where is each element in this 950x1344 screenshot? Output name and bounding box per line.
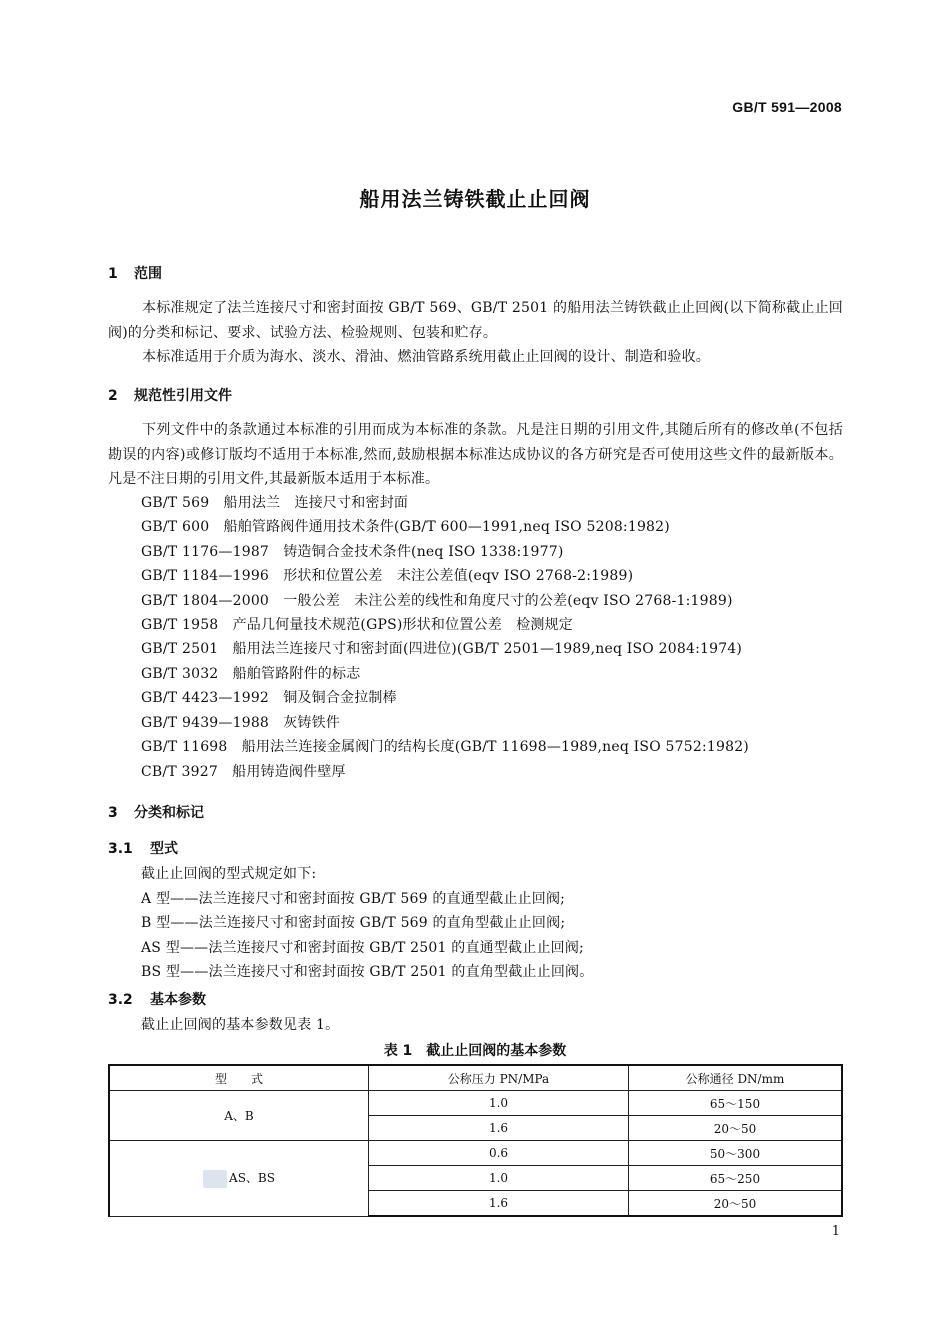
pressure-cell: 1.6 <box>369 1116 629 1141</box>
type-cell: A、B <box>109 1091 369 1141</box>
type-label: AS、BS <box>229 1171 275 1185</box>
reference-item: GB/T 4423—1992 铜及铜合金拉制棒 <box>141 690 397 706</box>
pressure-cell: 1.0 <box>369 1166 629 1191</box>
section-title: 分类和标记 <box>134 805 204 821</box>
watermark-logo <box>203 1170 227 1188</box>
section-title: 型式 <box>150 841 178 857</box>
reference-item: GB/T 569 船用法兰 连接尺寸和密封面 <box>141 495 409 511</box>
column-header: 公称通径 DN/mm <box>629 1065 843 1091</box>
type-cell <box>109 1141 369 1217</box>
table-row <box>109 1091 842 1116</box>
section-number: 3 <box>108 805 118 821</box>
paragraph: 下列文件中的条款通过本标准的引用而成为本标准的条款。凡是注日期的引用文件,其随后所有的修改单(不包括勘误的内容)或修订版均不适用于本标准,然而,鼓励根据本标准达成协议的各方研究是否可使用这些文件的最新版本。凡是不注日期的引用文件,其最新版本适用于本标准。 <box>108 422 843 487</box>
diameter-cell: 65～150 <box>629 1091 843 1116</box>
parameters-table <box>108 1064 843 1217</box>
section-title: 基本参数 <box>150 992 206 1008</box>
paragraph: 本标准适用于介质为海水、淡水、滑油、燃油管路系统用截止止回阀的设计、制造和验收。 <box>142 349 710 365</box>
type-definition: B 型——法兰连接尺寸和密封面按 GB/T 569 的直角型截止止回阀; <box>141 915 566 931</box>
reference-item: GB/T 9439—1988 灰铸铁件 <box>141 715 341 731</box>
section-number: 1 <box>108 266 118 282</box>
reference-item: GB/T 1958 产品几何量技术规范(GPS)形状和位置公差 检测规定 <box>141 617 573 633</box>
type-definition: BS 型——法兰连接尺寸和密封面按 GB/T 2501 的直角型截止止回阀。 <box>141 964 594 980</box>
column-header: 公称压力 PN/MPa <box>369 1065 629 1091</box>
table-caption: 表 1 截止止回阀的基本参数 <box>383 1043 567 1059</box>
section-title: 规范性引用文件 <box>134 388 232 404</box>
section-3-heading <box>108 802 204 822</box>
text-line: 截止止回阀的型式规定如下: <box>141 866 317 882</box>
section-number: 3.1 <box>108 841 133 857</box>
pressure-cell: 1.6 <box>369 1191 629 1217</box>
diameter-cell: 50～300 <box>629 1141 843 1166</box>
text-line: 截止止回阀的基本参数见表 1。 <box>141 1017 340 1033</box>
pressure-cell: 1.0 <box>369 1091 629 1116</box>
diameter-cell: 20～50 <box>629 1191 843 1217</box>
type-definition: A 型——法兰连接尺寸和密封面按 GB/T 569 的直通型截止止回阀; <box>141 891 566 907</box>
reference-item: CB/T 3927 船用铸造阀件壁厚 <box>141 764 346 780</box>
paragraph: 本标准规定了法兰连接尺寸和密封面按 GB/T 569、GB/T 2501 的船用法兰铸铁截止止回阀(以下简称截止止回阀)的分类和标记、要求、试验方法、检验规则、包装和贮存。 <box>108 300 843 341</box>
page-title: 船用法兰铸铁截止止回阀 <box>359 187 591 211</box>
section-number: 3.2 <box>108 992 133 1008</box>
table-row <box>109 1141 842 1166</box>
reference-item: GB/T 1804—2000 一般公差 未注公差的线性和角度尺寸的公差(eqv ISO 2768-1:1989) <box>141 593 733 609</box>
diameter-cell: 65～250 <box>629 1166 843 1191</box>
reference-item: GB/T 3032 船舶管路附件的标志 <box>141 666 361 682</box>
reference-item: GB/T 2501 船用法兰连接尺寸和密封面(四进位)(GB/T 2501—1989,neq ISO 2084:1974) <box>141 641 743 657</box>
diameter-cell: 20～50 <box>629 1116 843 1141</box>
section-number: 2 <box>108 388 118 404</box>
column-header: 型 式 <box>109 1065 369 1091</box>
reference-item: GB/T 1176—1987 铸造铜合金技术条件(neq ISO 1338:1977) <box>141 544 564 560</box>
section-title: 范围 <box>134 266 162 282</box>
reference-item: GB/T 1184—1996 形状和位置公差 未注公差值(eqv ISO 2768-2:1989) <box>141 568 634 584</box>
standard-code: GB/T 591—2008 <box>732 99 842 115</box>
section-3-1-heading <box>108 838 178 858</box>
section-3-2-heading <box>108 989 206 1009</box>
section-2-heading <box>108 385 232 405</box>
section-1-heading <box>108 263 162 283</box>
table-header-row <box>109 1065 842 1091</box>
reference-item: GB/T 600 船舶管路阀件通用技术条件(GB/T 600—1991,neq ISO 5208:1982) <box>141 519 670 535</box>
pressure-cell: 0.6 <box>369 1141 629 1166</box>
type-definition: AS 型——法兰连接尺寸和密封面按 GB/T 2501 的直通型截止止回阀; <box>141 940 584 956</box>
reference-item: GB/T 11698 船用法兰连接金属阀门的结构长度(GB/T 11698—1989,neq ISO 5752:1982) <box>141 739 749 755</box>
page-number: 1 <box>831 1224 840 1239</box>
